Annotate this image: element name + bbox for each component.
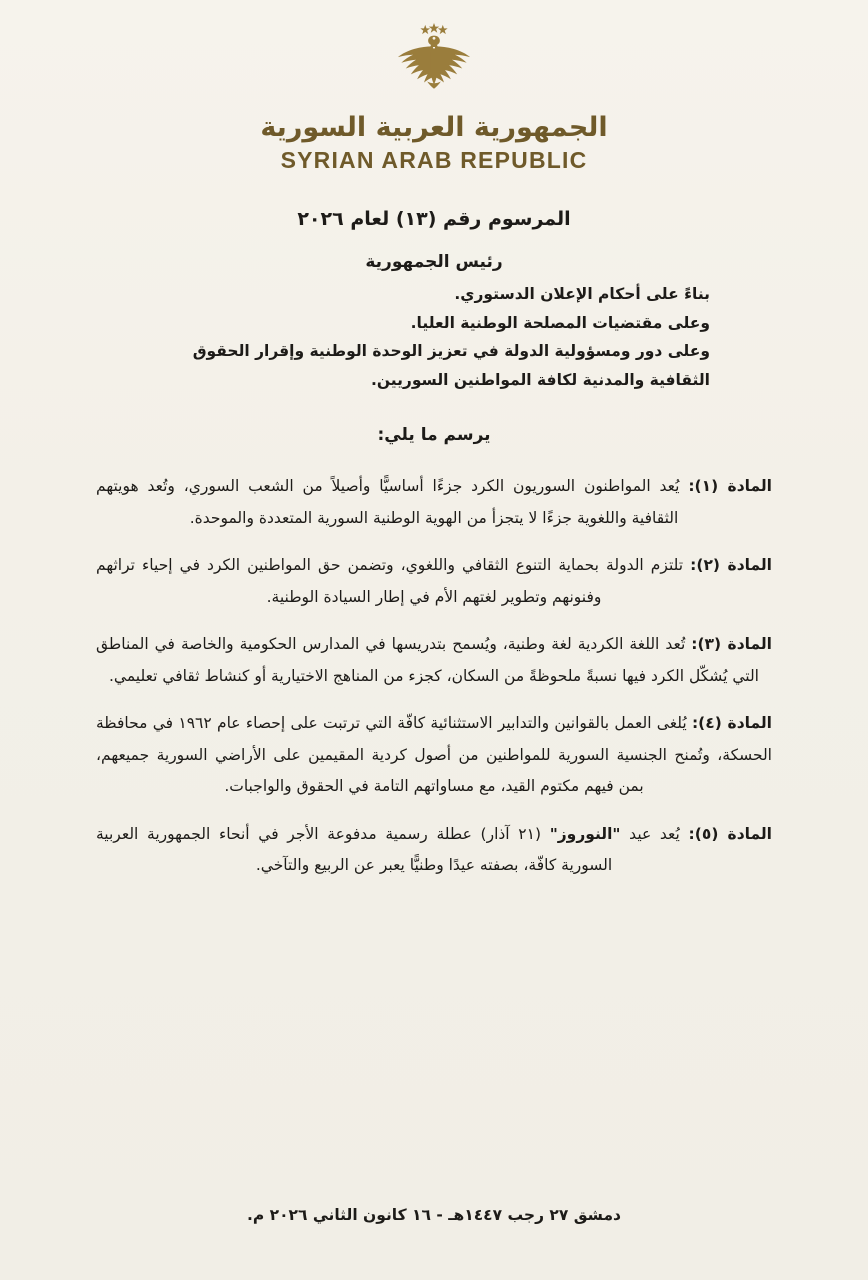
dateline: دمشق ٢٧ رجب ١٤٤٧هـ - ١٦ كانون الثاني ٢٠٢٦ م. bbox=[246, 1206, 622, 1224]
preamble-block bbox=[96, 280, 772, 395]
article-5-emphasis: "النوروز" bbox=[549, 824, 621, 843]
decree-number: المرسوم رقم (١٣) لعام ٢٠٢٦ bbox=[297, 208, 571, 231]
article-3-text: تُعد اللغة الكردية لغة وطنية، ويُسمح بتدريسها في المدارس الحكومية والخاصة في المناطق التي يُشكّل الكرد فيها نسبةً ملحوظةً من السكان، كجزء من المناهج الاختيارية أو كنشاط ثقافي تعليمي. bbox=[96, 634, 759, 685]
article-4-text: يُلغى العمل بالقوانين والتدابير الاستثنائية كافّة التي ترتبت على إحصاء عام ١٩٦٢ في محافظة الحسكة، وتُمنح الجنسية السورية للمواطنين من أصول كردية المقيمين على الأراضي السورية جميعهم، بمن فيهم مكتوم القيد، مع مساواتهم التامة في الحقوق والواجبات. bbox=[96, 713, 772, 796]
article-1 bbox=[96, 471, 772, 535]
articles-list bbox=[96, 471, 772, 882]
article-4 bbox=[96, 708, 772, 803]
article-1-label: المادة (١): bbox=[688, 476, 772, 495]
emblem-container bbox=[96, 0, 772, 104]
preamble-line-2: وعلى مقتضيات المصلحة الوطنية العليا. bbox=[410, 313, 710, 332]
article-4-label: المادة (٤): bbox=[691, 713, 772, 732]
country-title-english: SYRIAN ARAB REPUBLIC bbox=[280, 147, 588, 174]
article-5-text-after: (٢١ آذار) عطلة رسمية مدفوعة الأجر في أنحاء الجمهورية العربية السورية كافّة، بصفته عيدًا وطنيًّا يعبر عن الربيع والتآخي. bbox=[96, 824, 613, 875]
article-3-label: المادة (٣): bbox=[691, 634, 772, 653]
country-title-arabic: الجمهورية العربية السورية bbox=[260, 112, 608, 143]
article-5-text-before: يُعد عيد bbox=[620, 824, 689, 843]
president-title: رئيس الجمهورية bbox=[365, 252, 503, 273]
article-2-text: تلتزم الدولة بحماية التنوع الثقافي واللغوي، وتضمن حق المواطنين الكرد في إحياء تراثهم وفنونهم وتطوير لغتهم الأم في إطار السيادة الوطنية. bbox=[96, 555, 691, 606]
article-2-label: المادة (٢): bbox=[690, 555, 772, 574]
article-5 bbox=[96, 819, 772, 883]
article-1-text: يُعد المواطنون السوريون الكرد جزءًا أساسيًّا وأصيلاً من الشعب السوري، وتُعد هويتهم الثقافية واللغوية جزءًا لا يتجزأ من الهوية الوطنية السورية المتعددة والموحدة. bbox=[96, 476, 689, 527]
preamble-line-1: بناءً على أحكام الإعلان الدستوري. bbox=[454, 285, 710, 304]
preamble-line-3: وعلى دور ومسؤولية الدولة في تعزيز الوحدة الوطنية وإقرار الحقوق الثقافية والمدنية لكافة المواطنين السوريين. bbox=[192, 342, 710, 390]
syrian-eagle-emblem-icon bbox=[359, 22, 509, 100]
article-5-label: المادة (٥): bbox=[688, 824, 772, 843]
article-3 bbox=[96, 629, 772, 693]
decrees-statement: يرسم ما يلي: bbox=[377, 424, 491, 445]
article-2 bbox=[96, 550, 772, 614]
